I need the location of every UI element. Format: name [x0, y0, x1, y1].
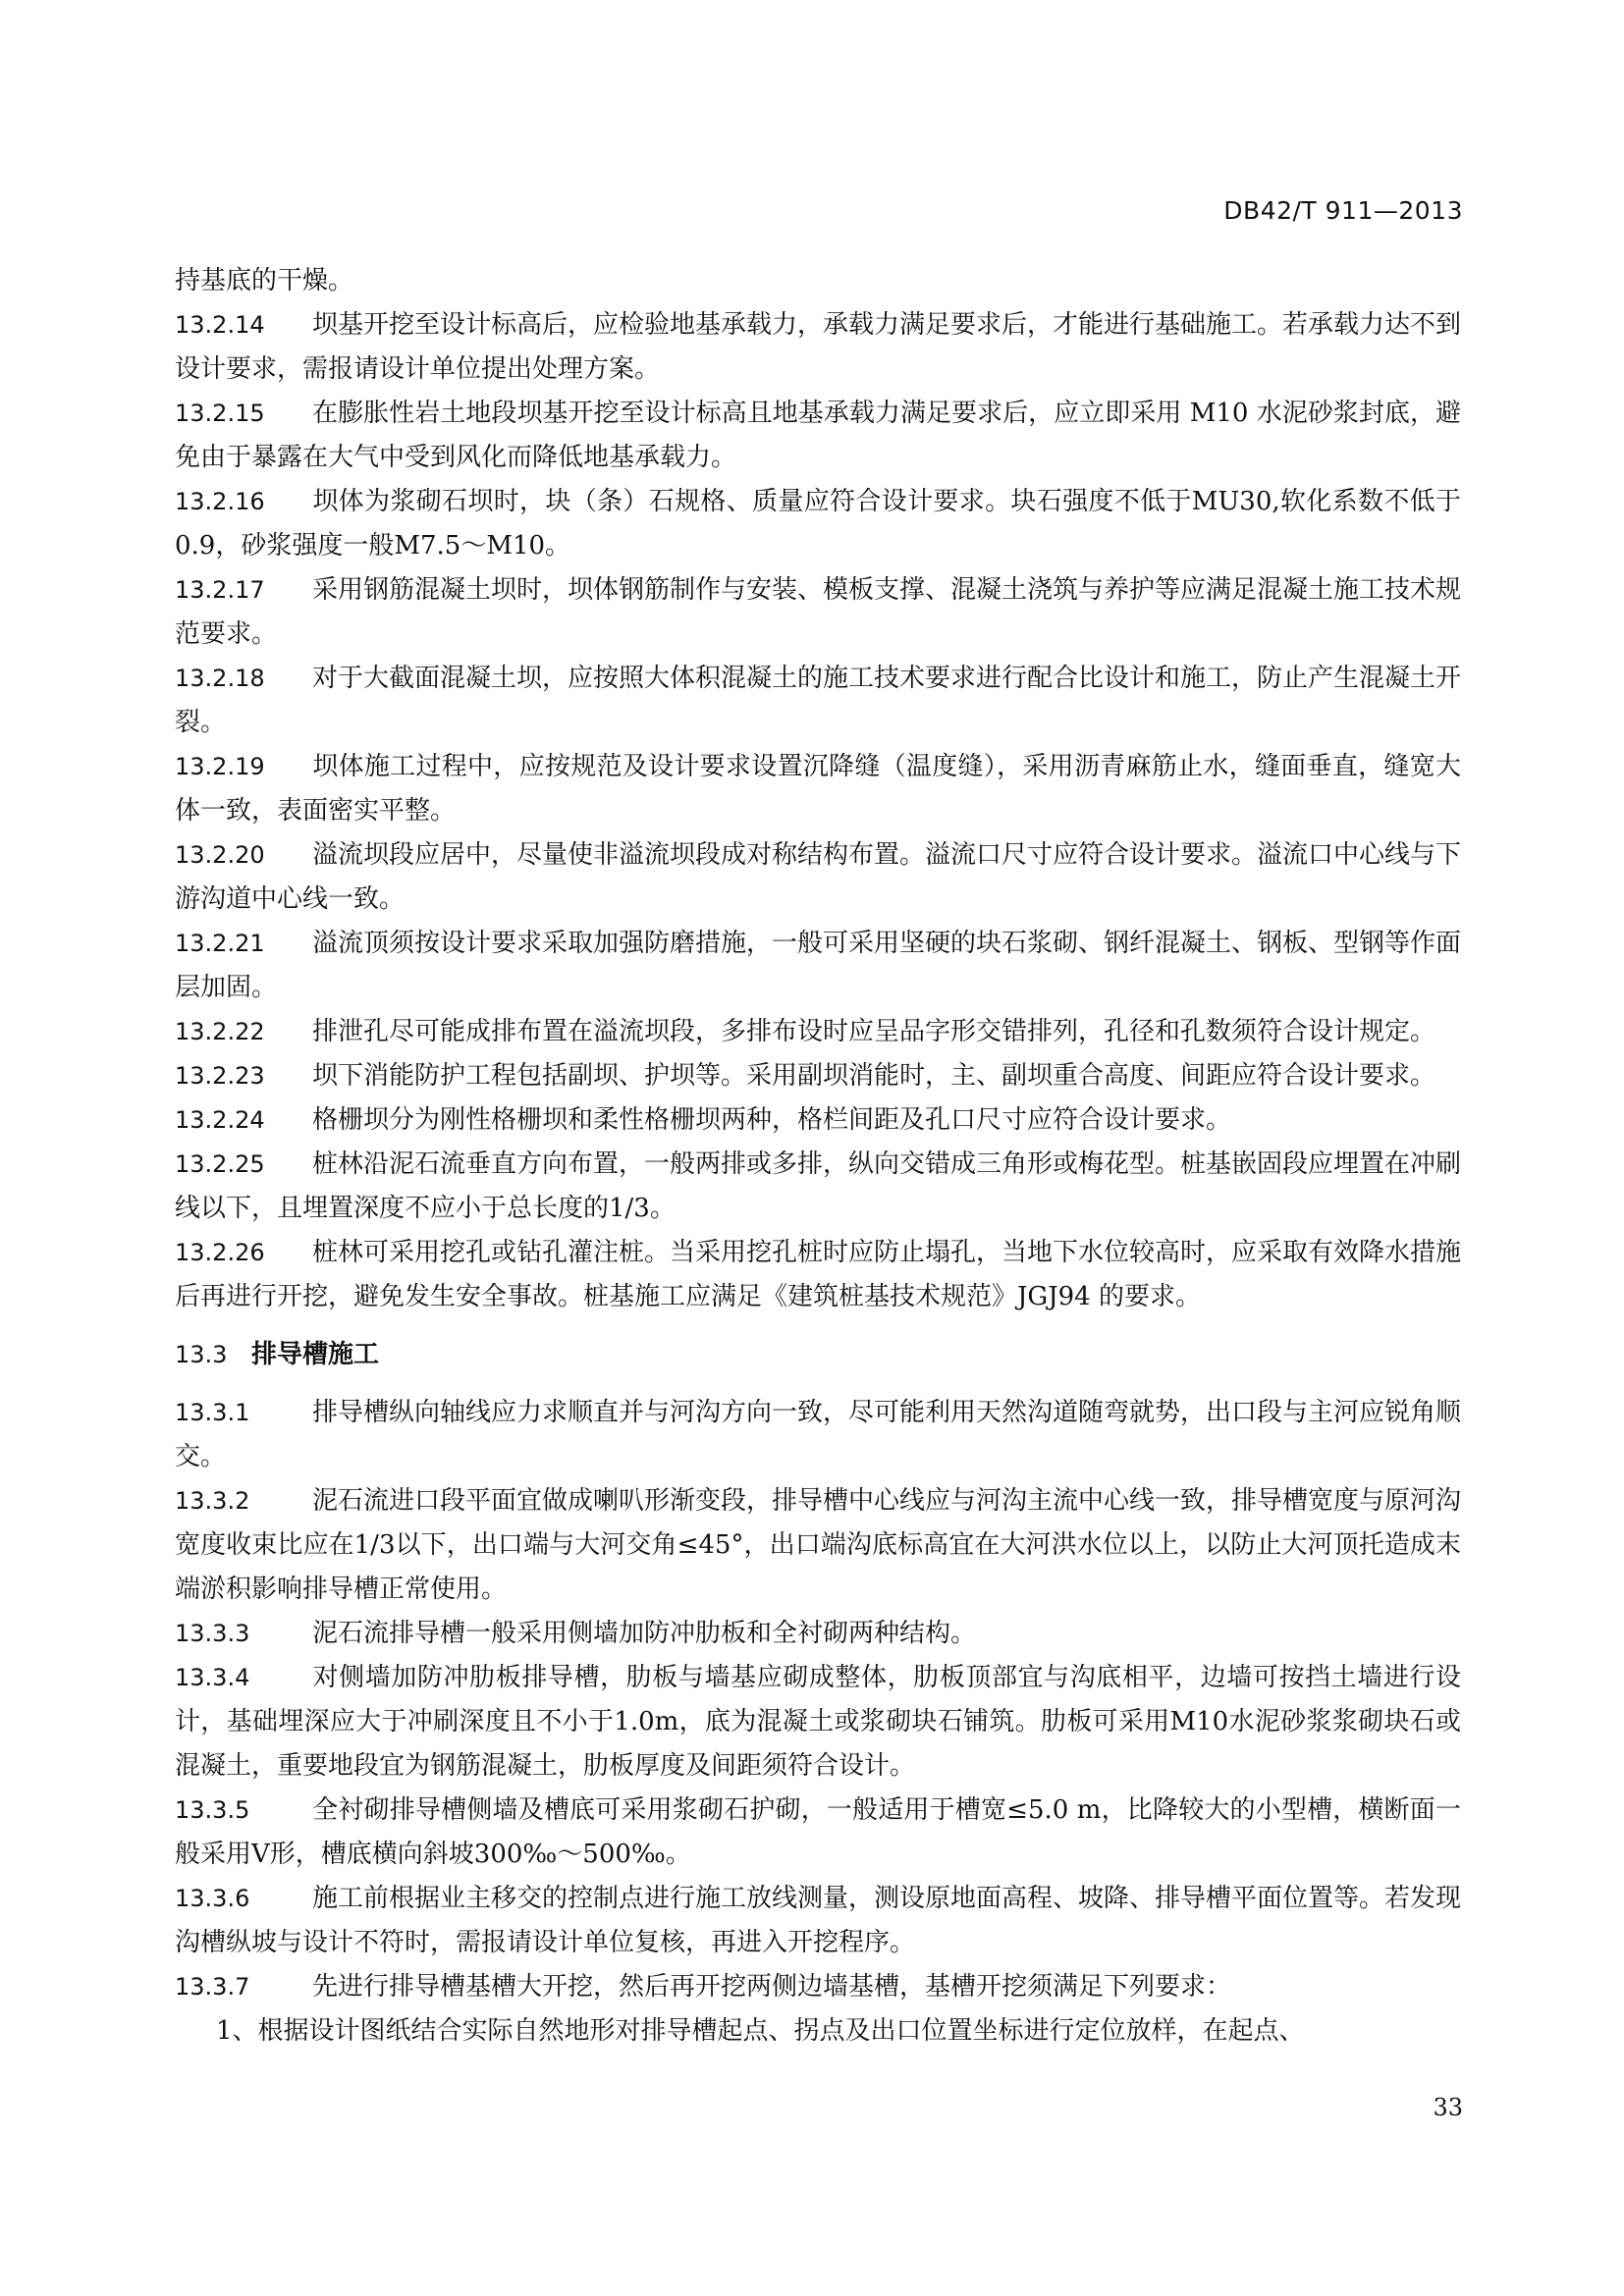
clause-number: 13.2.21 — [175, 930, 265, 957]
clause-13-3-2 — [175, 1479, 1461, 1612]
page-content — [175, 259, 1461, 2054]
clause-13-2-14 — [175, 303, 1461, 392]
clause-13-2-15 — [175, 392, 1461, 480]
clause-13-2-23 — [175, 1054, 1461, 1098]
clause-13-2-24 — [175, 1098, 1461, 1143]
clause-text: 先进行排导槽基槽大开挖，然后再开挖两侧边墙基槽，基槽开挖须满足下列要求： — [312, 1972, 1232, 2002]
clause-text: 对于大截面混凝土坝，应按照大体积混凝土的施工技术要求进行配合比设计和施工，防止产生混凝土开裂。 — [175, 664, 1462, 737]
clause-13-3-6 — [175, 1877, 1461, 1965]
clause-number: 13.3.7 — [175, 1973, 250, 2001]
paragraph: 持基底的干燥。 — [175, 266, 354, 295]
clause-number: 13.2.22 — [175, 1018, 265, 1045]
clause-text: 在膨胀性岩土地段坝基开挖至设计标高且地基承载力满足要求后，应立即采用 M10 水泥砂浆封底，避免由于暴露在大气中受到风化而降低地基承载力。 — [175, 399, 1461, 472]
clause-number: 13.2.24 — [175, 1106, 265, 1134]
clause-13-3-3 — [175, 1612, 1461, 1656]
clause-text: 溢流顶须按设计要求采取加强防磨措施，一般可采用坚硬的块石浆砌、钢纤混凝土、钢板、型钢等作面层加固。 — [175, 929, 1462, 1002]
document-code: DB42/T 911—2013 — [1223, 196, 1463, 225]
clause-number: 13.3.2 — [175, 1487, 250, 1515]
clause-13-2-19 — [175, 745, 1461, 833]
list-item-1: 1、根据设计图纸结合实际自然地形对排导槽起点、拐点及出口位置坐标进行定位放样，在起点、 — [216, 2016, 1305, 2046]
clause-text: 排导槽纵向轴线应力求顺直并与河沟方向一致，尽可能利用天然沟道随弯就势，出口段与主河应锐角顺交。 — [175, 1398, 1462, 1471]
clause-number: 13.2.25 — [175, 1150, 265, 1178]
section-title: 排导槽施工 — [251, 1340, 380, 1369]
clause-number: 13.2.17 — [175, 576, 265, 604]
clause-text: 泥石流进口段平面宜做成喇叭形渐变段，排导槽中心线应与河沟主流中心线一致，排导槽宽度与原河沟宽度收束比应在1/3以下，出口端与大河交角≤45°，出口端沟底标高宜在大河洪水位以上，以防止大河顶托造成末端淤积影响排导槽正常使用。 — [175, 1486, 1462, 1604]
clause-text: 坝基开挖至设计标高后，应检验地基承载力，承载力满足要求后，才能进行基础施工。若承载力达不到设计要求，需报请设计单位提出处理方案。 — [175, 310, 1462, 384]
clause-13-3-4 — [175, 1656, 1461, 1789]
clause-13-2-17 — [175, 568, 1461, 657]
clause-number: 13.2.23 — [175, 1062, 265, 1090]
clause-number: 13.2.16 — [175, 488, 265, 515]
clause-number: 13.2.18 — [175, 665, 265, 692]
page-number: 33 — [1433, 2094, 1463, 2121]
clause-text: 施工前根据业主移交的控制点进行施工放线测量，测设原地面高程、坡降、排导槽平面位置等。若发现沟槽纵坡与设计不符时，需报请设计单位复核，再进入开挖程序。 — [175, 1884, 1462, 1957]
clause-number: 13.3.4 — [175, 1664, 250, 1691]
clause-13-2-20 — [175, 833, 1461, 922]
section-heading — [175, 1333, 1461, 1377]
clause-text: 溢流坝段应居中，尽量使非溢流坝段成对称结构布置。溢流口尺寸应符合设计要求。溢流口中心线与下游沟道中心线一致。 — [175, 840, 1462, 914]
clause-13-3-7 — [175, 1965, 1461, 2009]
clause-number: 13.2.15 — [175, 400, 265, 427]
clause-13-3-5 — [175, 1789, 1461, 1877]
clause-13-2-25 — [175, 1143, 1461, 1231]
clause-number: 13.3.1 — [175, 1399, 250, 1426]
clause-text: 坝下消能防护工程包括副坝、护坝等。采用副坝消能时，主、副坝重合高度、间距应符合设计要求。 — [312, 1061, 1436, 1091]
clause-number: 13.3.3 — [175, 1620, 250, 1647]
clause-text: 对侧墙加防冲肋板排导槽，肋板与墙基应砌成整体，肋板顶部宜与沟底相平，边墙可按挡土墙进行设计，基础埋深应大于冲刷深度且不小于1.0m，底为混凝土或浆砌块石铺筑。肋板可采用M10水泥砂浆浆砌块石或混凝土，重要地段宜为钢筋混凝土，肋板厚度及间距须符合设计。 — [175, 1663, 1461, 1781]
clause-13-2-26 — [175, 1231, 1461, 1319]
clause-text: 坝体为浆砌石坝时，块（条）石规格、质量应符合设计要求。块石强度不低于MU30,软化系数不低于0.9，砂浆强度一般M7.5～M10。 — [175, 487, 1461, 561]
clause-13-3-1 — [175, 1391, 1461, 1479]
clause-number: 13.3.6 — [175, 1885, 250, 1912]
clause-13-2-16 — [175, 480, 1461, 568]
clause-text: 泥石流排导槽一般采用侧墙加防冲肋板和全衬砌两种结构。 — [312, 1619, 977, 1648]
clause-text: 采用钢筋混凝土坝时，坝体钢筋制作与安装、模板支撑、混凝土浇筑与养护等应满足混凝土施工技术规范要求。 — [175, 575, 1462, 649]
clause-number: 13.2.19 — [175, 753, 265, 780]
clause-number: 13.3.5 — [175, 1796, 250, 1824]
clause-text: 格栅坝分为刚性格栅坝和柔性格栅坝两种，格栏间距及孔口尺寸应符合设计要求。 — [312, 1105, 1232, 1135]
clause-text: 桩林可采用挖孔或钻孔灌注桩。当采用挖孔桩时应防止塌孔，当地下水位较高时，应采取有效降水措施后再进行开挖，避免发生安全事故。桩基施工应满足《建筑桩基技术规范》JGJ94 的要求。 — [175, 1238, 1462, 1311]
clause-number: 13.2.20 — [175, 841, 265, 869]
clause-text: 排泄孔尽可能成排布置在溢流坝段，多排布设时应呈品字形交错排列，孔径和孔数须符合设计规定。 — [312, 1017, 1436, 1046]
clause-13-2-18 — [175, 657, 1461, 745]
section-number: 13.3 — [175, 1341, 228, 1368]
clause-13-2-22 — [175, 1010, 1461, 1054]
clause-text: 桩林沿泥石流垂直方向布置，一般两排或多排，纵向交错成三角形或梅花型。桩基嵌固段应埋置在冲刷线以下，且埋置深度不应小于总长度的1/3。 — [175, 1149, 1462, 1223]
clause-number: 13.2.14 — [175, 311, 265, 339]
clause-text: 坝体施工过程中，应按规范及设计要求设置沉降缝（温度缝），采用沥青麻筋止水，缝面垂直，缝宽大体一致，表面密实平整。 — [175, 752, 1461, 826]
clause-text: 全衬砌排导槽侧墙及槽底可采用浆砌石护砌，一般适用于槽宽≤5.0 m，比降较大的小型槽，横断面一般采用V形，槽底横向斜坡300‰～500‰。 — [175, 1795, 1461, 1869]
clause-13-2-21 — [175, 922, 1461, 1010]
clause-number: 13.2.26 — [175, 1239, 265, 1266]
